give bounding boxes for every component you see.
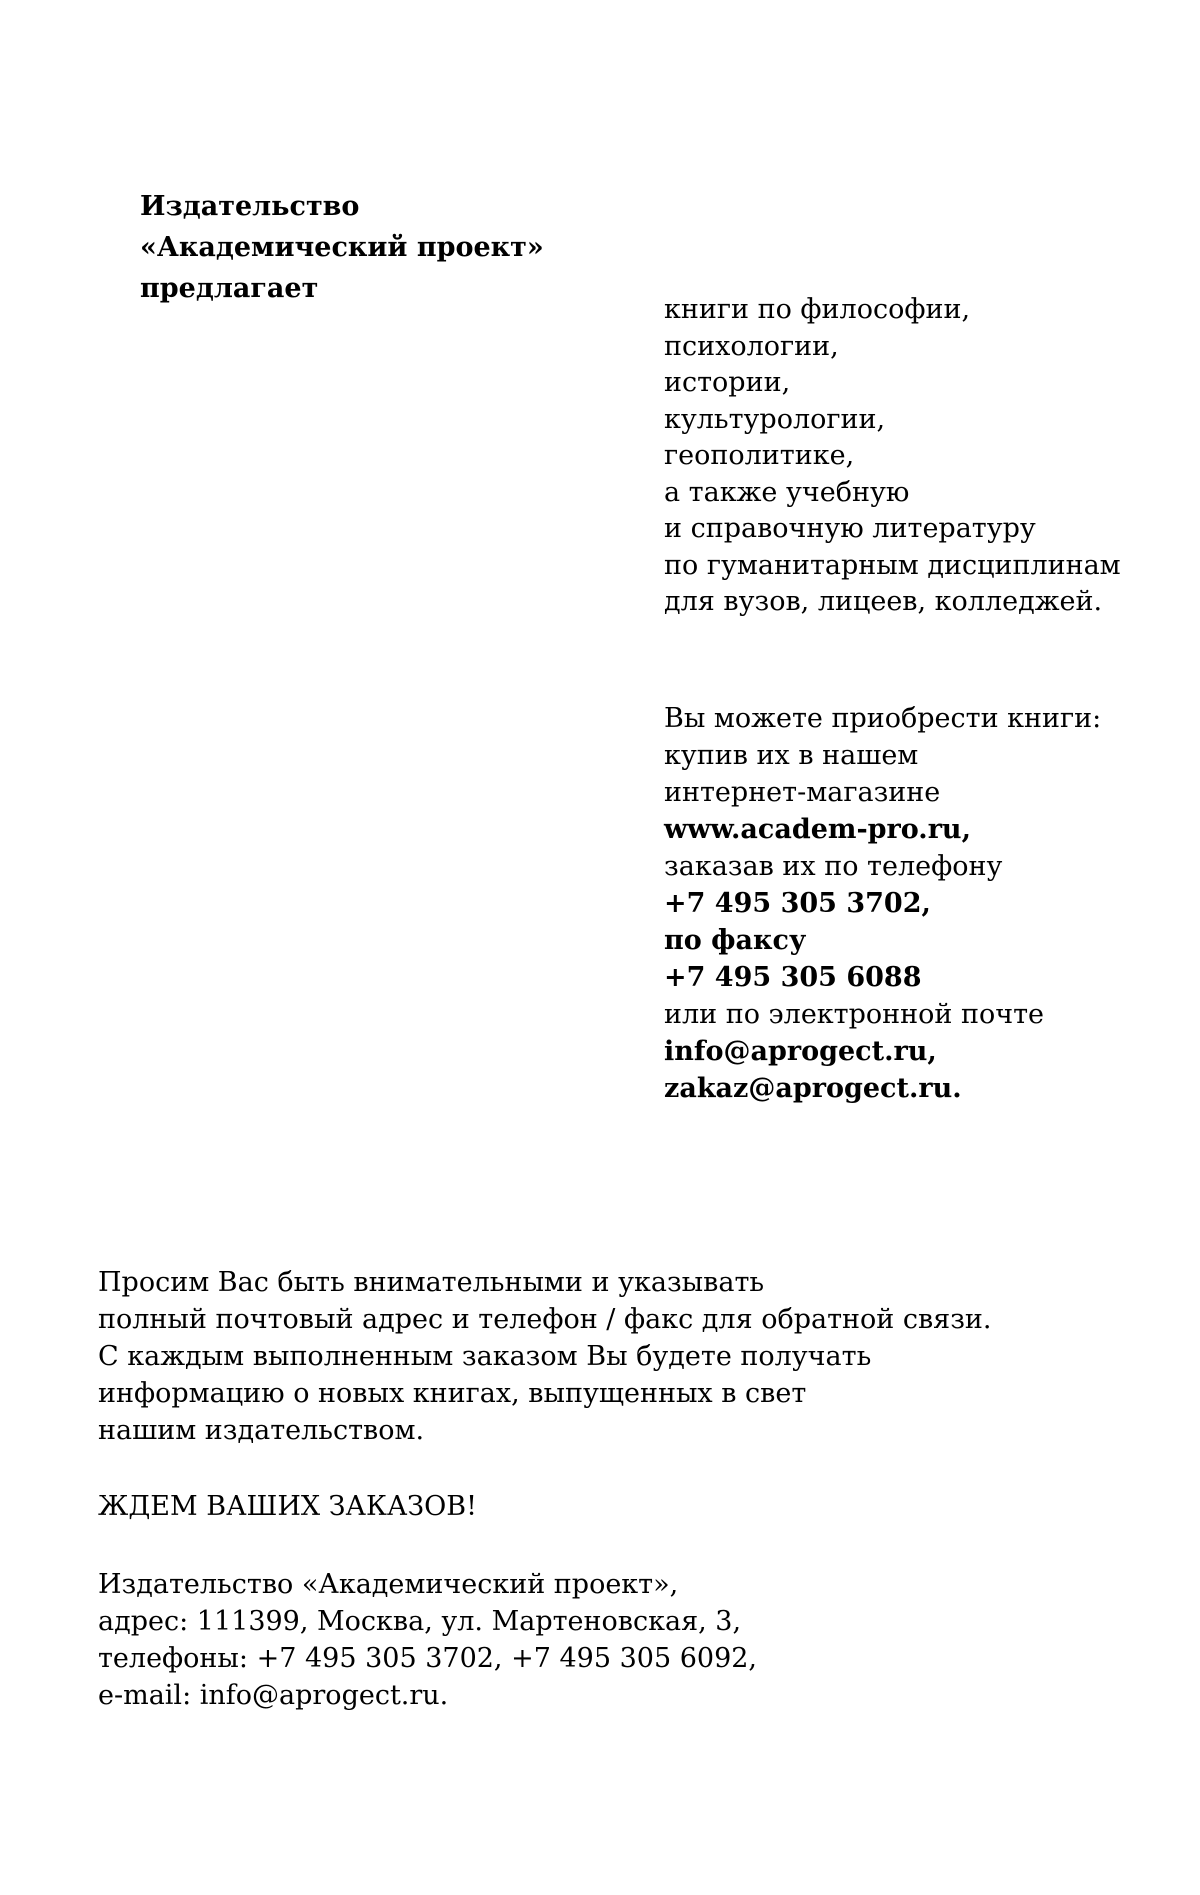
- offer-line: для вузов, лицеев, колледжей.: [664, 586, 1103, 617]
- email-info-link[interactable]: info@aprogect.ru,: [664, 1036, 937, 1067]
- purchase-info: [664, 700, 1101, 1107]
- call-to-action: ЖДЕМ ВАШИХ ЗАКАЗОВ!: [98, 1491, 477, 1522]
- notice-line: нашим издательством.: [98, 1415, 425, 1446]
- publisher-heading: [140, 186, 544, 309]
- publisher-line: Издательство: [140, 191, 360, 222]
- offer-line: культурологии,: [664, 403, 886, 435]
- fax-number: +7 495 305 6088: [664, 962, 922, 993]
- notice-line: С каждым выполненным заказом Вы будете получать: [98, 1341, 872, 1372]
- publisher-line: «Академический проект»: [140, 232, 544, 263]
- purchase-line: купив их в нашем: [664, 740, 919, 771]
- offer-line: психологии,: [664, 330, 839, 362]
- website-link[interactable]: www.academ-pro.ru,: [664, 814, 971, 845]
- contacts-name: Издательство «Академический проект»,: [98, 1569, 679, 1600]
- offer-line: книги по философии,: [664, 294, 971, 325]
- publisher-line: предлагает: [140, 273, 319, 304]
- offer-line: а также учебную: [664, 476, 910, 508]
- contacts-address: адрес: 111399, Москва, ул. Мартеновская, 3,: [98, 1606, 742, 1637]
- offer-list: [664, 292, 1121, 621]
- offer-line: истории,: [664, 367, 791, 398]
- notice-line: Просим Вас быть внимательными и указывать: [98, 1267, 765, 1298]
- phone-number: +7 495 305 3702,: [664, 888, 931, 919]
- purchase-line: или по электронной почте: [664, 999, 1045, 1030]
- notice-paragraph: [98, 1264, 992, 1449]
- email-order-link[interactable]: zakaz@aprogect.ru.: [664, 1073, 962, 1104]
- notice-line: информацию о новых книгах, выпущенных в свет: [98, 1378, 807, 1409]
- contacts-block: [98, 1566, 757, 1714]
- fax-label: по факсу: [664, 925, 807, 956]
- notice-line: полный почтовый адрес и телефон / факс для обратной связи.: [98, 1304, 992, 1335]
- contacts-email[interactable]: e-mail: info@aprogect.ru.: [98, 1680, 449, 1711]
- purchase-line: заказав их по телефону: [664, 851, 1003, 882]
- offer-line: и справочную литературу: [664, 513, 1036, 544]
- offer-line: по гуманитарным дисциплинам: [664, 549, 1121, 581]
- purchase-intro: Вы можете приобрести книги:: [664, 703, 1102, 734]
- offer-line: геополитике,: [664, 440, 855, 471]
- contacts-phones: телефоны: +7 495 305 3702, +7 495 305 6092,: [98, 1643, 758, 1674]
- purchase-line: интернет-магазине: [664, 777, 941, 808]
